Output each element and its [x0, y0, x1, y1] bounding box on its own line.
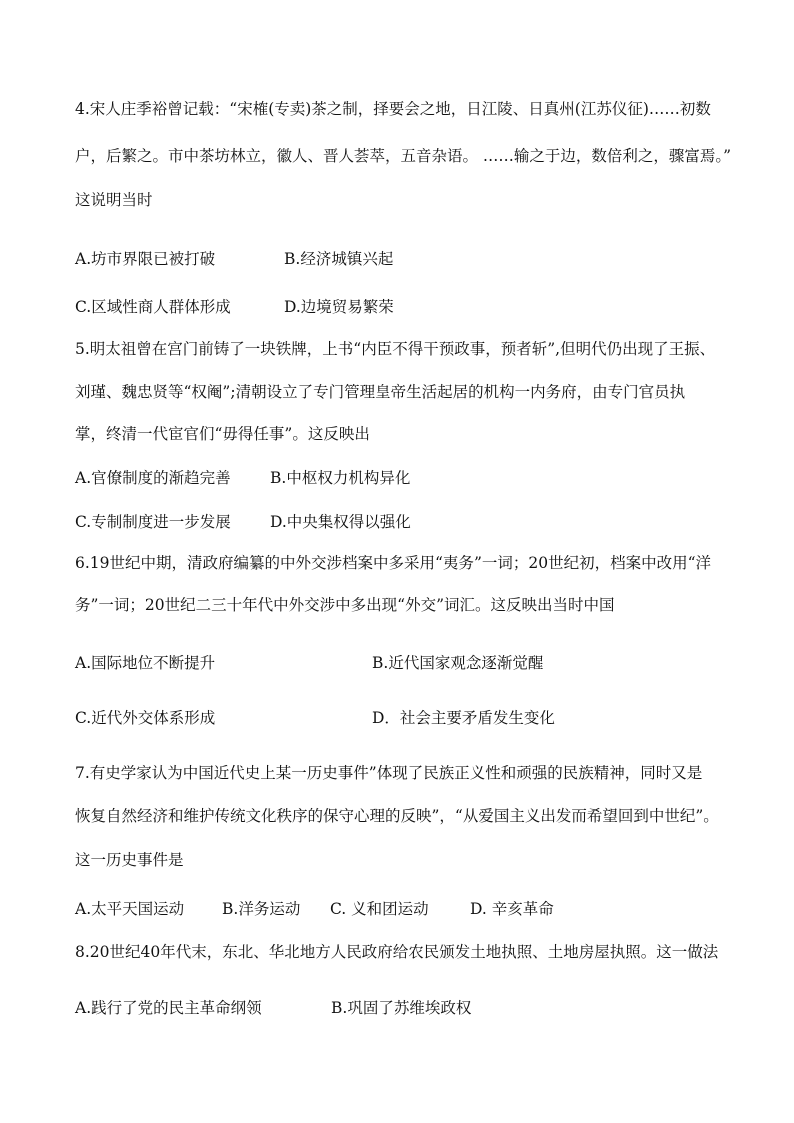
- option-d[interactable]: D.中央集权得以强化: [270, 513, 411, 531]
- option-b[interactable]: B.近代国家观念逐渐觉醒: [372, 654, 544, 672]
- option-d[interactable]: D．社会主要矛盾发生变化: [372, 709, 555, 727]
- option-a[interactable]: A.太平天国运动: [75, 900, 185, 918]
- option-d[interactable]: D.边境贸易繁荣: [284, 298, 394, 316]
- option-a[interactable]: A.国际地位不断提升: [75, 654, 216, 672]
- option-b[interactable]: B.经济城镇兴起: [284, 250, 394, 268]
- question-stem-line: 7.有史学家认为中国近代史上某一历史事件”体现了民族正义性和顽强的民族精神，同时又是: [75, 764, 703, 782]
- option-b[interactable]: B.洋务运动: [222, 900, 301, 918]
- option-c[interactable]: C.区域性商人群体形成: [75, 298, 231, 316]
- question-stem-line: 掌，终清一代宦官们“毋得任事”。这反映出: [75, 425, 370, 443]
- option-c[interactable]: C. 义和团运动: [330, 900, 429, 918]
- option-c[interactable]: C.近代外交体系形成: [75, 709, 216, 727]
- option-a[interactable]: A.践行了党的民主革命纲领: [75, 999, 262, 1017]
- question-stem-line: 恢复自然经济和维护传统文化秩序的保守心理的反映”，“从爱国主义出发而希望回到中世纪”。: [75, 807, 719, 825]
- question-stem-line: 务”一词；20世纪二三十年代中外交涉中多出现“外交”词汇。这反映出当时中国: [75, 596, 615, 614]
- question-stem-line: 4.宋人庄季裕曾记载：“宋榷(专卖)茶之制，择要会之地，日江陵、日真州(江苏仪征)……初数: [75, 100, 711, 118]
- option-a[interactable]: A.坊市界限已被打破: [75, 250, 216, 268]
- question-stem-line: 这说明当时: [75, 191, 153, 209]
- option-b[interactable]: B.巩固了苏维埃政权: [331, 999, 472, 1017]
- question-stem-line: 户，后繁之。市中茶坊林立，徽人、晋人荟萃，五音杂语。 ……输之于边，数倍利之，骤富焉。”: [75, 147, 732, 165]
- question-stem-line: 刘瑾、魏忠贤等“权阉”;清朝设立了专门管理皇帝生活起居的机构一内务府，由专门官员执: [75, 383, 686, 401]
- option-b[interactable]: B.中枢权力机构异化: [270, 469, 411, 487]
- option-a[interactable]: A.官僚制度的渐趋完善: [75, 469, 231, 487]
- question-stem-line: 8.20世纪40年代末，东北、华北地方人民政府给农民颁发土地执照、土地房屋执照。这一做法: [75, 943, 719, 961]
- option-d[interactable]: D. 辛亥革命: [470, 900, 554, 918]
- option-c[interactable]: C.专制制度进一步发展: [75, 513, 231, 531]
- question-stem-line: 5.明太祖曾在宫门前铸了一块铁牌，上书“内臣不得干预政事，预者斩”,但明代仍出现了王振、: [75, 340, 716, 358]
- question-stem-line: 这一历史事件是: [75, 851, 184, 869]
- question-stem-line: 6.19世纪中期，清政府编纂的中外交涉档案中多采用“夷务”一词；20世纪初，档案中改用“洋: [75, 554, 712, 572]
